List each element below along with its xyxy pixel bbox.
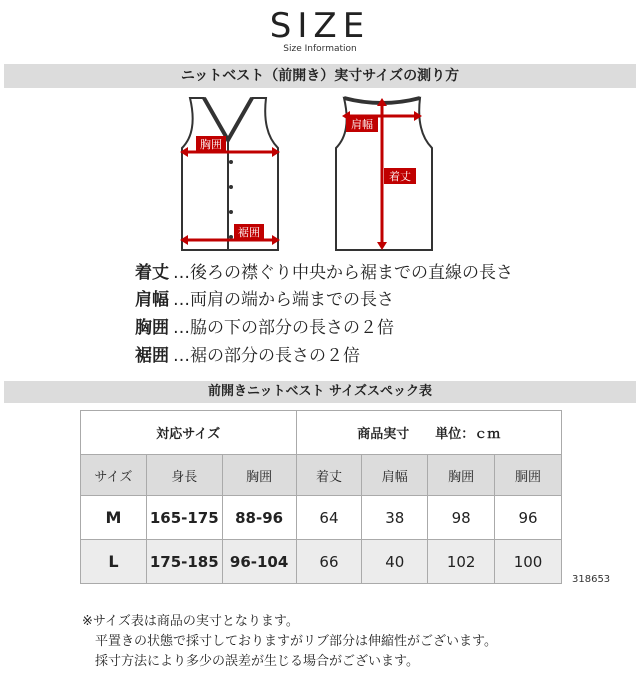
definition-length: 着丈 …後ろの襟ぐり中央から裾までの直線の長さ	[135, 263, 513, 283]
table-column-header	[81, 455, 562, 496]
table-cell: 98	[428, 496, 495, 540]
hem-label: 裾囲	[238, 226, 260, 239]
column-header: 胸囲	[222, 455, 296, 496]
definition-shoulder: 肩幅 …両肩の端から端までの長さ	[135, 290, 394, 310]
column-header: 胸囲	[428, 455, 495, 496]
chest-label: 胸囲	[200, 138, 222, 151]
definition-chest: 胸囲 …脇の下の部分の長さの２倍	[135, 318, 394, 338]
back-vest-diagram	[324, 92, 444, 256]
table-row	[81, 540, 562, 584]
spec-section-heading: 前開きニットベスト サイズスペック表	[4, 381, 636, 403]
column-header: 着丈	[296, 455, 362, 496]
table-cell: 100	[495, 540, 562, 584]
column-header: 胴囲	[495, 455, 562, 496]
note-line: ※サイズ表は商品の実寸となります。	[82, 614, 299, 629]
note-line: 平置きの状態で採寸しておりますがリブ部分は伸縮性がございます。	[82, 634, 497, 649]
table-cell: 64	[296, 496, 362, 540]
table-group-header	[81, 411, 562, 455]
table-cell: 165-175	[146, 496, 222, 540]
front-vest-diagram	[170, 92, 290, 256]
table-row	[81, 496, 562, 540]
size-spec-table	[80, 410, 562, 584]
definition-hem: 裾囲 …裾の部分の長さの２倍	[135, 346, 360, 366]
table-cell: 40	[362, 540, 428, 584]
group-header-actual: 商品実寸 単位：ｃｍ	[296, 411, 561, 455]
column-header: 肩幅	[362, 455, 428, 496]
table-cell: 66	[296, 540, 362, 584]
product-code: 318653	[572, 574, 611, 585]
table-cell: L	[81, 540, 147, 584]
group-header-fit: 対応サイズ	[81, 411, 297, 455]
table-cell: 96-104	[222, 540, 296, 584]
column-header: 身長	[146, 455, 222, 496]
shoulder-label: 肩幅	[351, 118, 373, 131]
table-cell: 88-96	[222, 496, 296, 540]
table-cell: 175-185	[146, 540, 222, 584]
note-line: 採寸方法により多少の誤差が生じる場合がございます。	[82, 654, 419, 669]
table-cell: M	[81, 496, 147, 540]
table-cell: 96	[495, 496, 562, 540]
length-label: 着丈	[389, 170, 411, 183]
column-header: サイズ	[81, 455, 147, 496]
page-subtitle: Size Information	[283, 44, 357, 54]
measure-section-heading: ニットベスト（前開き）実寸サイズの測り方	[4, 64, 636, 88]
table-cell: 102	[428, 540, 495, 584]
table-cell: 38	[362, 496, 428, 540]
page-title: SIZE	[269, 6, 371, 46]
